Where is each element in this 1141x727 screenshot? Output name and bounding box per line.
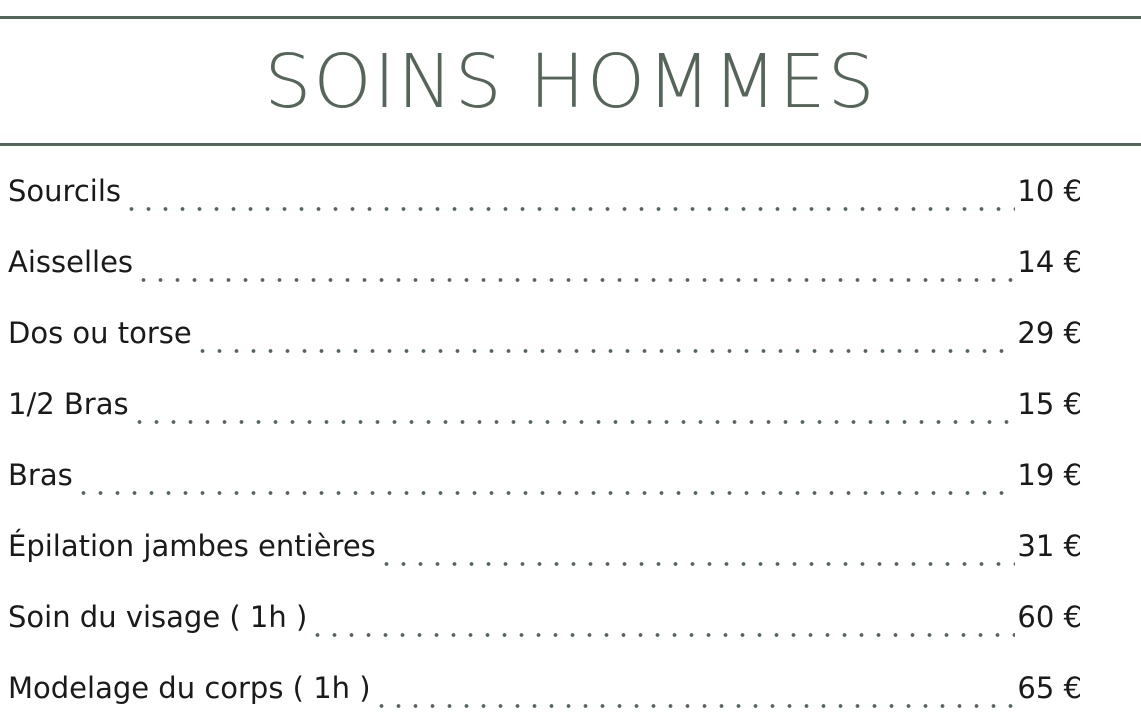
price-list-item <box>8 653 1082 724</box>
price-list-item <box>8 227 1082 298</box>
service-price: 29 € <box>1017 316 1082 350</box>
service-label: Modelage du corps ( 1h ) <box>8 671 371 705</box>
dotted-leader <box>131 420 1016 424</box>
price-list-item <box>8 369 1082 440</box>
service-label: 1/2 Bras <box>8 387 129 421</box>
service-price: 60 € <box>1017 600 1082 634</box>
dotted-leader <box>373 704 1016 708</box>
price-list <box>8 156 1082 724</box>
service-label: Soin du visage ( 1h ) <box>8 600 308 634</box>
dotted-leader <box>123 207 1015 211</box>
service-label: Épilation jambes entières <box>8 529 376 563</box>
dotted-leader <box>309 633 1015 637</box>
service-price: 10 € <box>1017 174 1082 208</box>
service-label: Dos ou torse <box>8 316 192 350</box>
price-list-item <box>8 582 1082 653</box>
service-label: Aisselles <box>8 245 134 279</box>
service-price: 15 € <box>1017 387 1082 421</box>
page-title: SOINS HOMMES <box>264 39 877 125</box>
price-list-item <box>8 440 1082 511</box>
service-label: Bras <box>8 458 73 492</box>
dotted-leader <box>378 562 1016 566</box>
header-bottom-rule <box>0 143 1141 146</box>
dotted-leader <box>194 349 1016 353</box>
header-top-rule <box>0 16 1141 19</box>
service-label: Sourcils <box>8 174 121 208</box>
dotted-leader <box>75 491 1016 495</box>
service-price: 19 € <box>1017 458 1082 492</box>
dotted-leader <box>135 278 1015 282</box>
price-list-item <box>8 156 1082 227</box>
price-list-item <box>8 298 1082 369</box>
service-price: 14 € <box>1017 245 1082 279</box>
service-price: 31 € <box>1017 529 1082 563</box>
price-list-item <box>8 511 1082 582</box>
service-price: 65 € <box>1017 671 1082 705</box>
